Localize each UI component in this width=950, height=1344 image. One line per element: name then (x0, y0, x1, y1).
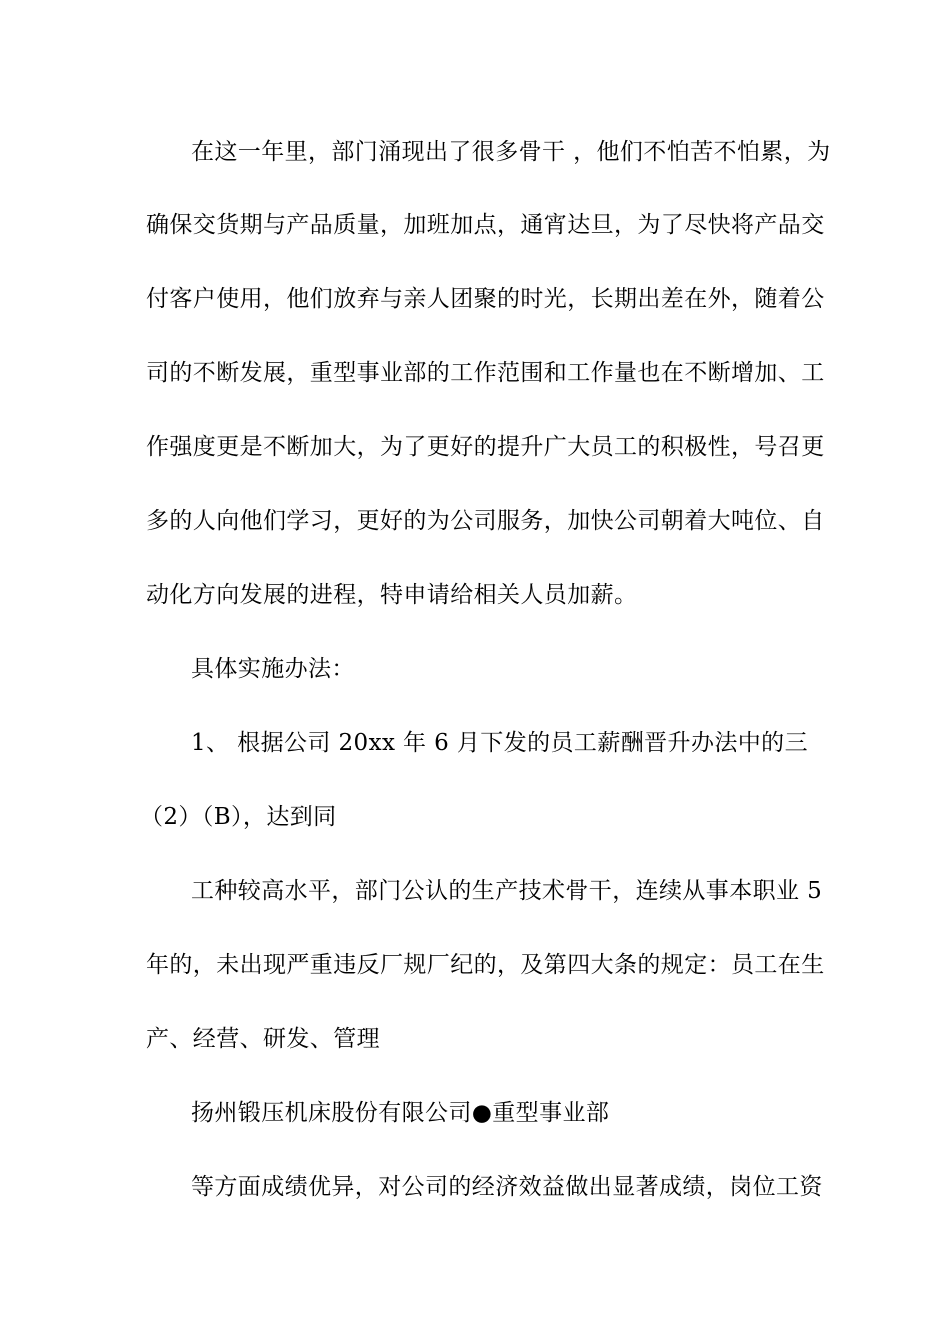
paragraph-line: 多的人向他们学习，更好的为公司服务，加快公司朝着大吨位、自 (146, 508, 825, 534)
paragraph-line: 作强度更是不断加大，为了更好的提升广大员工的积极性，号召更 (146, 434, 825, 460)
paragraph-line: （2）（B），达到同 (140, 804, 337, 830)
paragraph-line: 等方面成绩优异，对公司的经济效益做出显著成绩，岗位工资 (191, 1174, 823, 1200)
paragraph-line: 工种较高水平，部门公认的生产技术骨干，连续从事本职业 5 (191, 878, 823, 904)
paragraph-line: 产、经营、研发、管理 (146, 1026, 380, 1052)
section-heading: 具体实施办法： (191, 656, 355, 682)
paragraph-line: 在这一年里，部门涌现出了很多骨干 ，他们不怕苦不怕累，为 (191, 139, 831, 165)
list-item: 1、 根据公司 20xx 年 6 月下发的员工薪酬晋升办法中的三 (191, 730, 808, 756)
paragraph-line: 司的不断发展，重型事业部的工作范围和工作量也在不断增加、工 (146, 360, 825, 386)
paragraph-line: 动化方向发展的进程，特申请给相关人员加薪。 (146, 582, 638, 608)
company-footer-text: 扬州锻压机床股份有限公司●重型事业部 (191, 1100, 610, 1126)
paragraph-line: 付客户使用，他们放弃与亲人团聚的时光，长期出差在外，随着公 (146, 286, 825, 312)
paragraph-line: 确保交货期与产品质量，加班加点，通宵达旦，为了尽快将产品交 (146, 212, 825, 238)
paragraph-line: 年的，未出现严重违反厂规厂纪的，及第四大条的规定：员工在生 (146, 952, 825, 978)
